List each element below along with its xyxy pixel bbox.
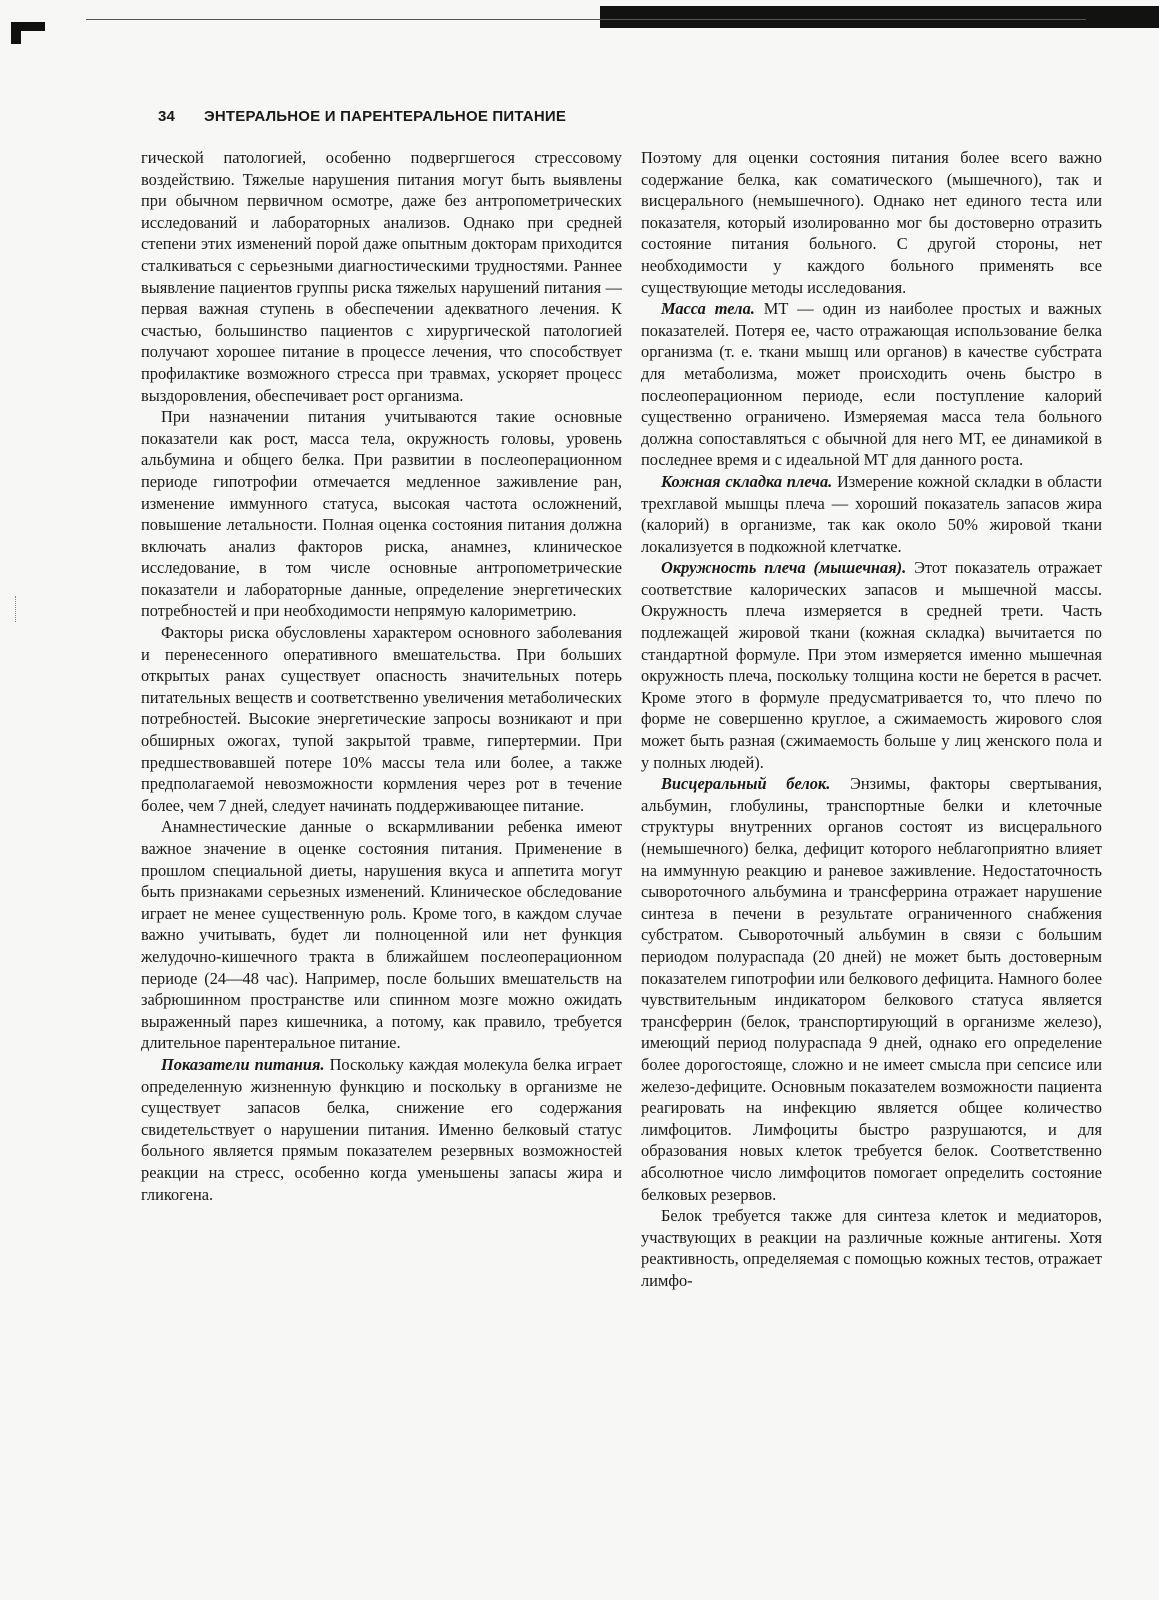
left-column xyxy=(141,147,622,1205)
scan-edge-marks xyxy=(15,596,18,622)
paragraph xyxy=(641,773,1102,1205)
paragraph xyxy=(641,298,1102,471)
running-title: ЭНТЕРАЛЬНОЕ И ПАРЕНТЕРАЛЬНОЕ ПИТАНИЕ xyxy=(204,108,567,125)
running-head xyxy=(158,108,566,128)
paragraph: гической патологией, особенно подвергшегося стрессовому воздействию. Тяжелые нарушения питания могут быть выявлены при обычном первичном осмотре, даже без антропометрических исследований и лабораторных анализов. Однако при средней степени этих изменений порой даже опытным докторам приходится сталкиваться с серьезными диагностическими трудностями. Раннее выявление пациентов группы риска тяжелых нарушений питания — первая важная ступень в обеспечении адекватного лечения. К счастью, большинство пациентов с хирургической патологией получают хорошее питание в процессе лечения, что способствует профилактике возможного стресса при травмах, ускоряет процесс выздоровления, обеспечивает рост организма. xyxy=(141,148,622,405)
section-heading: Висцеральный белок. xyxy=(661,774,831,794)
section-heading: Окружность плеча (мышечная). xyxy=(661,558,907,578)
paragraph-text: МТ — один из наиболее простых и важных показателей. Потеря ее, часто отражающая использование белка организма (т. е. ткани мышц или органов) в качестве субстрата для метаболизма, может происходить очень быстро в послеоперационном периоде, если поступление калорий существенно ограничено. Измеряемая масса тела больного должна сопоставляться с обычной для него МТ, ее динамикой в последнее время и с идеальной МТ для данного роста. xyxy=(641,299,1102,470)
section-heading: Показатели питания. xyxy=(161,1054,325,1074)
paragraph xyxy=(641,557,1102,773)
paragraph-text: Измерение кожной складки в области трехглавой мышцы плеча — хороший показатель запасов жира (калорий) в организме, так как около 50% жировой ткани локализуется в подкожной клетчатке. xyxy=(641,471,1103,556)
scan-top-bar xyxy=(600,6,1159,28)
crop-corner-mark xyxy=(11,22,47,44)
paragraph-text: Энзимы, факторы свертывания, альбумин, глобулины, транспортные белки и клеточные структуры внутренних органов состоят из висцерального (немышечного) белка, дефицит которого неблагоприятно влияет на иммунную реакцию и раневое заживление. Недостаточность сывороточного альбумина и трансферрина отражает нарушение синтеза в печени в результате ограниченного снабжения субстратом. Сывороточный альбумин в связи с большим периодом полураспада (20 дней) не может быть достоверным показателем гипотрофии или белкового дефицита. Намного более чувствительным индикатором белкового статуса является трансферрин (белок, транспортирующий в организме железо), имеющий период полураспада 9 дней, однако его определение более дорогостояще, сложно и не имеет смысла при сепсисе или железо-дефиците. Основным показателем возможности пациента реагировать на инфекцию является общее количество лимфоцитов. Лимфоциты быстро разрушаются, и для образования новых клеток требуется белок. Соответственно абсолютное число лимфоцитов помогает определить состояние белковых резервов. xyxy=(641,774,1102,1204)
paragraph xyxy=(141,1054,622,1205)
paragraph: Факторы риска обусловлены характером основного заболевания и перенесенного оперативного вмешательства. При больших открытых ранах существует опасность значительных потерь питательных веществ и соответственно увеличения метаболических потребностей. Высокие энергетические запросы возникают и при обширных ожогах, тупой закрытой травме, гипертермии. При предшествовавшей потере 10% массы тела или более, а также предполагаемой невозможности кормления через рот в течение более, чем 7 дней, следует начинать поддерживающее питание. xyxy=(141,623,622,815)
paragraph xyxy=(641,471,1102,557)
paragraph-text: Поскольку каждая молекула белка играет определенную жизненную функцию и поскольку в организме не существует запасов белка, снижение его содержания свидетельствует о нарушении питания. Именно белковый статус больного является прямым показателем резервных возможностей реакции на стресс, особенно когда уменьшены запасы жира и гликогена. xyxy=(141,1054,623,1204)
section-heading: Масса тела. xyxy=(661,299,755,319)
paragraph: Анамнестические данные о вскармливании ребенка имеют важное значение в оценке состояния питания. Применение в прошлом специальной диеты, нарушения вкуса и аппетита могут быть признаками серьезных изменений. Клиническое обследование играет не менее существенную роль. Кроме того, в каждом случае важно учитывать, будет ли полноценной или нет функция желудочно-кишечного тракта в ближайшем послеоперационном периоде (24—48 час). Например, после больших вмешательств на забрюшинном пространстве или спинном мозге можно ожидать выраженный парез кишечника, а потому, как правило, требуется длительное парентеральное питание. xyxy=(141,817,622,1053)
scan-top-rule xyxy=(86,19,1086,20)
page-number: 34 xyxy=(158,108,176,125)
paragraph: Белок требуется также для синтеза клеток и медиаторов, участвующих в реакции на различные кожные антигены. Хотя реактивность, определяемая с помощью кожных тестов, отражает лимфо- xyxy=(641,1206,1102,1290)
section-heading: Кожная складка плеча. xyxy=(661,471,833,491)
paragraph: При назначении питания учитываются такие основные показатели как рост, масса тела, окружность головы, уровень альбумина и общего белка. При развитии в послеоперационном периоде гипотрофии отмечается медленное заживление ран, изменение иммунного статуса, высокая частота осложнений, повышение летальности. Полная оценка состояния питания должна включать анализ факторов риска, анамнез, клиническое исследование, в том числе основные антропометрические показатели и лабораторные данные, определение энергетических потребностей и при необходимости непрямую калориметрию. xyxy=(141,407,622,621)
right-column xyxy=(641,147,1102,1291)
paragraph-text: Этот показатель отражает соответствие калорических запасов и мышечной массы. Окружность плеча измеряется в средней трети. Часть подлежащей жировой ткани (кожная складка) вычитается по стандартной формуле. При этом измеряется именно мышечная окружность плеча, поскольку толщина кости не берется в расчет. Кроме этого в формуле предусматривается то, что плечо по форме не совершенно круглое, а сжимаемость жирового слоя может быть разная (сжимаемость больше у лиц женского пола и у полных людей). xyxy=(641,558,1102,772)
paragraph: Поэтому для оценки состояния питания более всего важно содержание белка, как соматического (мышечного), так и висцерального (немышечного). Однако нет единого теста или показателя, который изолированно мог бы достоверно отразить состояние питания больного. С другой стороны, нет необходимости у каждого больного применять все существующие методы исследования. xyxy=(641,148,1102,297)
